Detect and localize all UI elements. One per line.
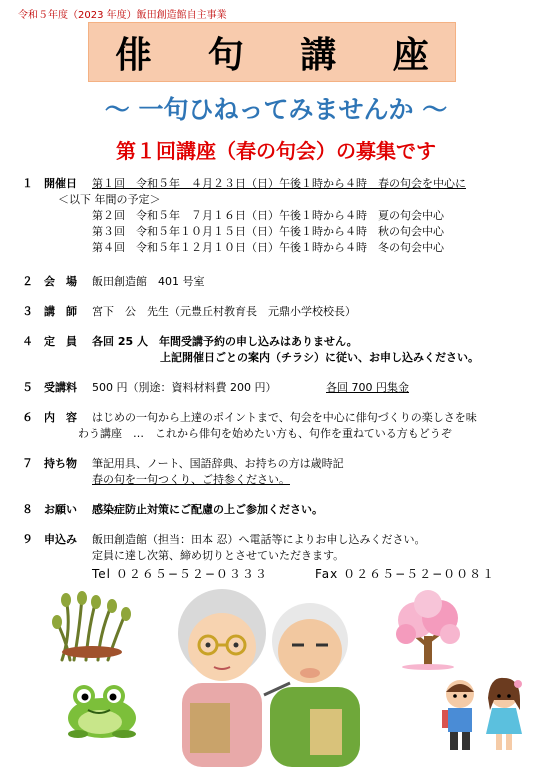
item-7-number: ７ bbox=[22, 457, 33, 470]
frog-illustration bbox=[62, 678, 142, 740]
page-title: 俳 句 講 座 bbox=[115, 34, 451, 76]
item-4-number: ４ bbox=[22, 335, 33, 348]
item-1-schedule-heading: ＜以下 年間の予定＞ bbox=[58, 193, 161, 206]
top-note: 令和５年度（2023 年度）飯田創造館自主事業 bbox=[18, 10, 227, 21]
subtitle: 〜 一句ひねってみませんか 〜 bbox=[104, 95, 448, 124]
item-7-line1: 筆記用具、ノート、国語辞典、お持ちの方は歳時記 bbox=[92, 457, 344, 470]
item-8-label: お願い bbox=[44, 503, 77, 516]
item-6-line2: わう講座 … これから俳句を始めたい方も、句作を重ねている方もどうぞ bbox=[78, 427, 452, 440]
item-8-request: 感染症防止対策にご配慮の上ご参加ください。 bbox=[92, 503, 323, 516]
cherry-tree-illustration bbox=[392, 590, 464, 670]
title-banner bbox=[88, 22, 456, 82]
item-9-line2: 定員に達し次第、締め切りとさせていただきます。 bbox=[92, 549, 345, 562]
item-4-line2: 上記開催日ごとの案内（チラシ）に従い、お申し込みください。 bbox=[160, 351, 479, 364]
wild-vegetables-illustration bbox=[52, 590, 132, 662]
item-5-fee: 500 円（別途：資料材料費 200 円） bbox=[92, 381, 277, 394]
item-5-total: 各回 700 円集金 bbox=[326, 381, 409, 394]
item-3-number: ３ bbox=[22, 305, 33, 318]
headline: 第１回講座（春の句会）の募集です bbox=[116, 139, 436, 163]
item-2-label: 会 場 bbox=[44, 275, 77, 288]
elderly-couple-illustration bbox=[160, 585, 380, 767]
item-1-line5: 第４回 令和５年１２月１０日（日）午後１時から４時 冬の句会中心 bbox=[92, 241, 444, 254]
item-1-number: １ bbox=[22, 177, 33, 190]
item-5-number: ５ bbox=[22, 381, 33, 394]
item-2-venue: 飯田創造館 401 号室 bbox=[92, 275, 205, 288]
fax-number: Fax ０２６５−５２−００８１ bbox=[315, 567, 496, 581]
item-7-label: 持ち物 bbox=[44, 457, 77, 470]
item-9-line1: 飯田創造館（担当：田本 忍）へ電話等によりお申し込みください。 bbox=[92, 533, 426, 546]
item-3-instructor: 宮下 公 先生（元豊丘村教育長 元鼎小学校校長） bbox=[92, 305, 356, 318]
item-7-line2: 春の句を一句つくり、ご持参ください。 bbox=[92, 473, 290, 486]
item-6-line1: はじめの一句から上達のポイントまで、句会を中心に俳句づくりの楽しさを味 bbox=[92, 411, 477, 424]
item-1-line4: 第３回 令和５年１０月１５日（日）午後１時から４時 秋の句会中心 bbox=[92, 225, 444, 238]
tel-number: Tel ０２６５−５２−０３３３ bbox=[92, 567, 268, 581]
item-1-line3: 第２回 令和５年 ７月１６日（日）午後１時から４時 夏の句会中心 bbox=[92, 209, 444, 222]
item-4-line1: 各回 25 人 年間受講予約の申し込みはありません。 bbox=[92, 335, 358, 348]
item-8-number: ８ bbox=[22, 503, 33, 516]
item-2-number: ２ bbox=[22, 275, 33, 288]
item-4-label: 定 員 bbox=[44, 335, 77, 348]
children-illustration bbox=[436, 676, 532, 752]
item-3-label: 講 師 bbox=[44, 305, 77, 318]
item-9-number: ９ bbox=[22, 533, 33, 546]
item-1-label: 開催日 bbox=[44, 177, 77, 190]
item-9-label: 申込み bbox=[44, 533, 77, 546]
item-1-line1: 第１回 令和５年 ４月２３日（日）午後１時から４時 春の句会を中心に bbox=[92, 177, 466, 190]
item-6-number: ６ bbox=[22, 411, 33, 424]
item-5-label: 受講料 bbox=[44, 381, 77, 394]
item-6-label: 内 容 bbox=[44, 411, 77, 424]
